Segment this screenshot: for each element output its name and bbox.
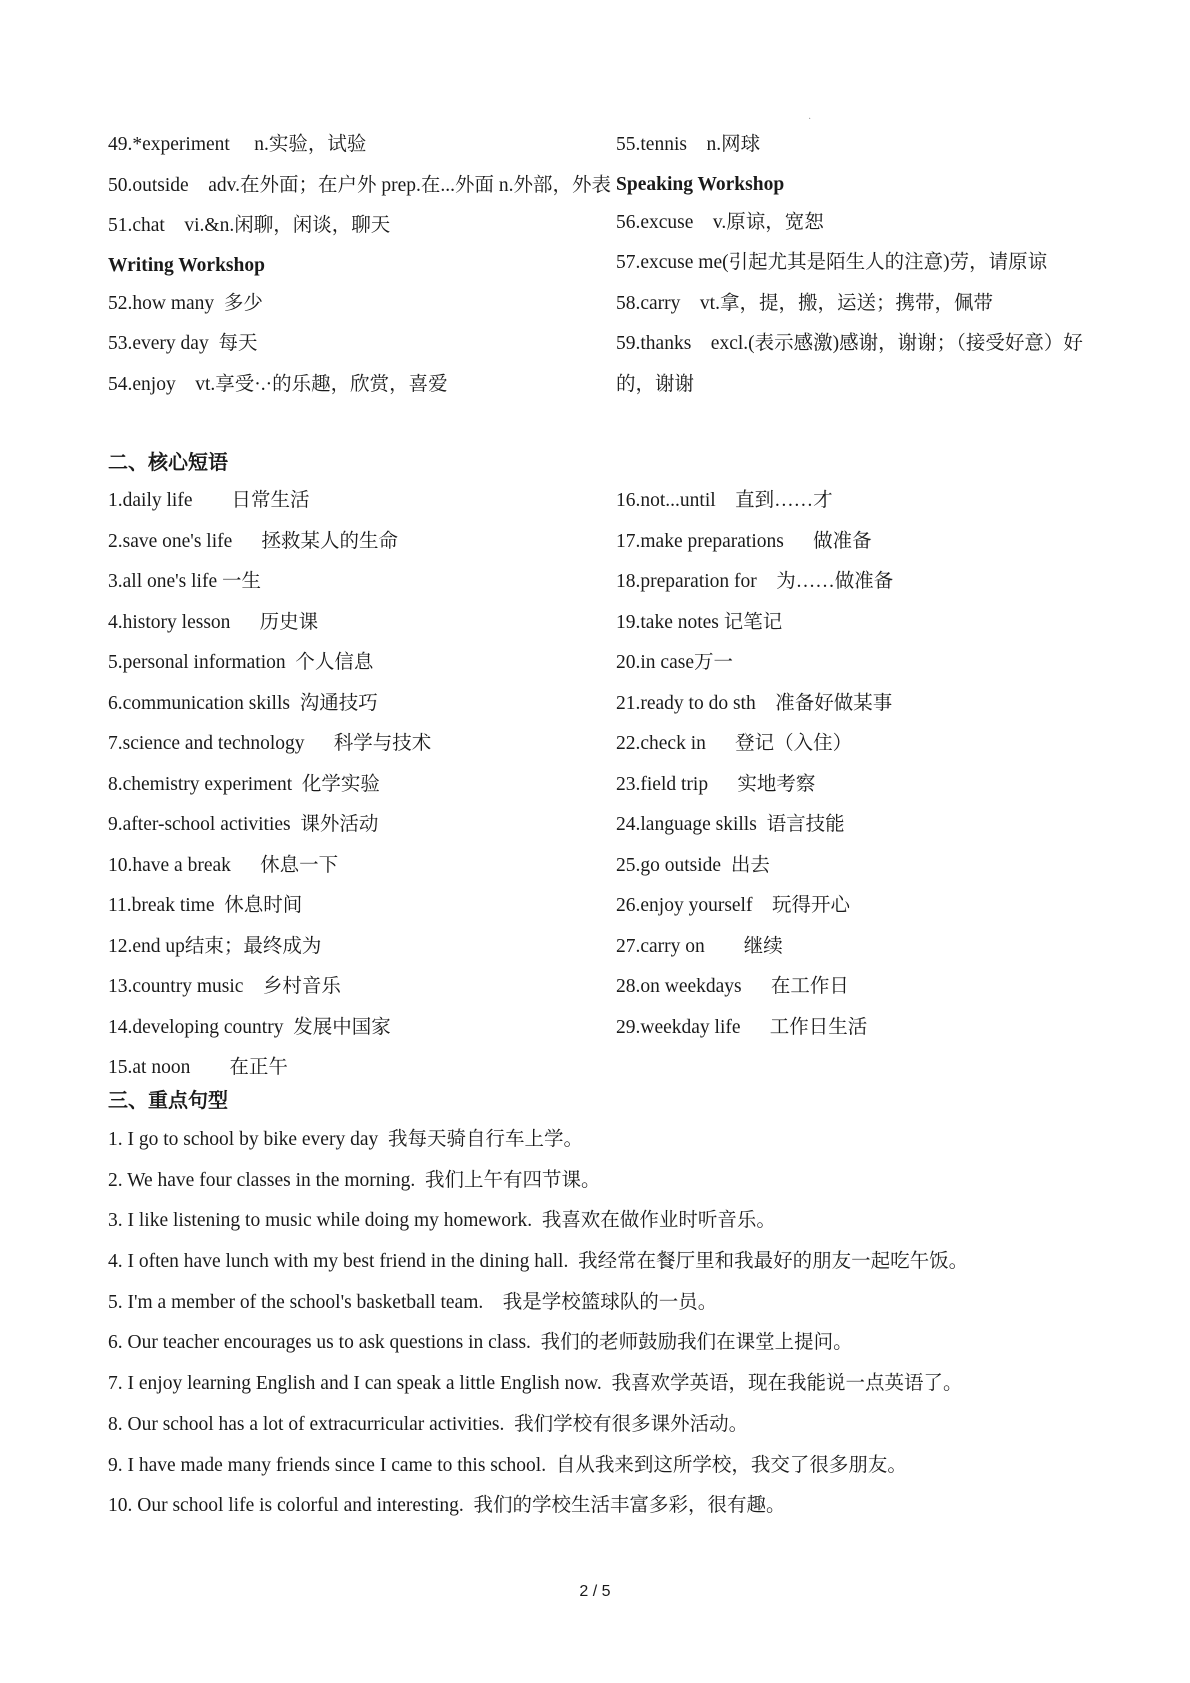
phrase-entry: 7.science and technology 科学与技术 (108, 733, 432, 754)
phrase-entry: 22.check in 登记（入住） (616, 733, 853, 754)
section-core-phrases-title: 二、核心短语 (108, 452, 228, 474)
phrase-entry: 1.daily life 日常生活 (108, 490, 310, 511)
vocab-entry: 55.tennis n.网球 (616, 134, 761, 155)
key-sentence: 4. I often have lunch with my best friend in the dining hall. 我经常在餐厅里和我最好的朋友一起吃午饭。 (108, 1251, 969, 1273)
phrase-entry: 17.make preparations 做准备 (616, 530, 872, 552)
section-key-sentences-title: 三、重点句型 (108, 1090, 228, 1112)
key-sentence: 7. I enjoy learning English and I can speak a little English now. 我喜欢学英语，现在我能说一点英语了。 (108, 1373, 963, 1395)
key-sentence: 8. Our school has a lot of extracurricular activities. 我们学校有很多课外活动。 (108, 1413, 749, 1435)
phrase-entry: 4.history lesson 历史课 (108, 611, 319, 633)
phrase-entry: 26.enjoy yourself 玩得开心 (616, 895, 850, 916)
key-sentence: 9. I have made many friends since I came to this school. 自从我来到这所学校，我交了很多朋友。 (108, 1454, 907, 1476)
key-sentences-list (108, 1120, 1098, 1527)
phrase-entry: 18.preparation for 为……做准备 (616, 571, 894, 592)
phrase-entry: 9.after-school activities 课外活动 (108, 814, 379, 835)
key-sentence: 2. We have four classes in the morning. 我们上午有四节课。 (108, 1169, 601, 1191)
vocab-right-column (616, 125, 1098, 405)
phrase-entry: 2.save one's life 拯救某人的生命 (108, 530, 399, 552)
phrase-entry: 20.in case万一 (616, 652, 733, 673)
page-number: 2 / 5 (579, 1583, 611, 1600)
phrase-entry: 25.go outside 出去 (616, 854, 770, 876)
vocab-entry: 54.enjoy vt.享受·.·的乐趣，欣赏，喜爱 (108, 373, 448, 395)
phrase-entry: 19.take notes 记笔记 (616, 611, 783, 633)
vocab-entry: 50.outside adv.在外面；在户外 prep.在...外面 n.外部，外表 (108, 174, 611, 196)
phrase-entry: 16.not...until 直到……才 (616, 490, 833, 511)
key-sentence: 3. I like listening to music while doing my homework. 我喜欢在做作业时听音乐。 (108, 1210, 776, 1232)
phrase-entry: 10.have a break 休息一下 (108, 854, 339, 876)
phrase-entry: 27.carry on 继续 (616, 935, 783, 957)
phrase-entry: 23.field trip 实地考察 (616, 773, 816, 795)
phrase-entry: 28.on weekdays 在工作日 (616, 976, 849, 997)
vocab-entry: 57.excuse me(引起尤其是陌生人的注意)劳，请原谅 (616, 252, 1048, 273)
phrases-right-column (616, 481, 1098, 1089)
workshop-heading: Speaking Workshop (616, 173, 785, 195)
workshop-heading: Writing Workshop (108, 254, 265, 276)
phrase-entry: 6.communication skills 沟通技巧 (108, 692, 378, 714)
phrase-entry: 5.personal information 个人信息 (108, 652, 374, 673)
phrase-entry: 12.end up结束；最终成为 (108, 935, 322, 957)
phrases-left-column (108, 481, 616, 1089)
vocab-entry: 49.*experiment n.实验，试验 (108, 134, 367, 155)
vocab-entry: 56.excuse v.原谅，宽恕 (616, 211, 824, 233)
phrase-entry: 11.break time 休息时间 (108, 895, 303, 916)
phrase-entry: 8.chemistry experiment 化学实验 (108, 773, 380, 795)
phrase-entry: 14.developing country 发展中国家 (108, 1016, 391, 1038)
key-sentence: 10. Our school life is colorful and interesting. 我们的学校生活丰富多彩，很有趣。 (108, 1495, 786, 1517)
vocab-entry: 58.carry vt.拿，提，搬，运送；携带，佩带 (616, 292, 993, 314)
vocab-entry: 51.chat vi.&n.闲聊，闲谈，聊天 (108, 215, 391, 236)
stray-mark: · (808, 114, 812, 125)
vocab-left-column (108, 125, 616, 405)
phrase-entry: 3.all one's life 一生 (108, 571, 261, 592)
phrases-columns (108, 481, 1098, 1089)
key-sentence: 6. Our teacher encourages us to ask questions in class. 我们的老师鼓励我们在课堂上提问。 (108, 1332, 853, 1354)
vocab-entry: 59.thanks excl.(表示感激)感谢，谢谢；（接受好意）好的，谢谢 (616, 333, 1083, 395)
key-sentence: 1. I go to school by bike every day 我每天骑自行车上学。 (108, 1129, 583, 1150)
phrase-entry: 13.country music 乡村音乐 (108, 976, 341, 997)
phrase-entry: 24.language skills 语言技能 (616, 814, 845, 835)
vocab-entry: 53.every day 每天 (108, 333, 258, 354)
vocab-columns (108, 125, 1098, 405)
phrase-entry: 29.weekday life 工作日生活 (616, 1016, 868, 1038)
vocab-entry: 52.how many 多少 (108, 292, 263, 314)
phrase-entry: 15.at noon 在正午 (108, 1057, 288, 1078)
phrase-entry: 21.ready to do sth 准备好做某事 (616, 692, 893, 714)
key-sentence: 5. I'm a member of the school's basketball team. 我是学校篮球队的一员。 (108, 1291, 718, 1313)
